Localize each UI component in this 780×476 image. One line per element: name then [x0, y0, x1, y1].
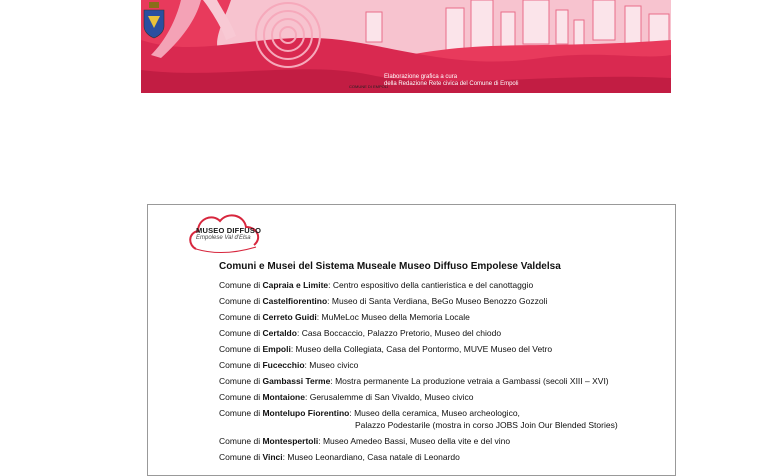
crest-label: COMUNE DI EMPOLI — [349, 84, 389, 89]
list-item: Comune di Castelfiorentino: Museo di Santa Verdiana, BeGo Museo Benozzo Gozzoli — [219, 296, 548, 306]
list-item: Comune di Cerreto Guidi: MuMeLoc Museo della Memoria Locale — [219, 312, 470, 322]
list-item: Comune di Gambassi Terme: Mostra permanente La produzione vetraia a Gambassi (secoli XIII – XVI) — [219, 376, 609, 386]
list-item: Comune di Vinci: Museo Leonardiano, Casa natale di Leonardo — [219, 452, 460, 462]
comuni-list — [219, 277, 618, 465]
logo-title: MUSEO DIFFUSO — [196, 226, 262, 235]
list-item: Comune di Empoli: Museo della Collegiata, Casa del Pontormo, MUVE Museo del Vetro — [219, 344, 553, 354]
comune-crest-icon — [141, 0, 167, 40]
list-item: Comune di Certaldo: Casa Boccaccio, Palazzo Pretorio, Museo del chiodo — [219, 328, 502, 338]
logo-subtitle: Empolese Val d'Elsa — [196, 235, 251, 241]
panel-heading: Comuni e Musei del Sistema Museale Museo Diffuso Empolese Valdelsa — [219, 261, 561, 272]
list-item: Comune di Montespertoli: Museo Amedeo Bassi, Museo della vite e del vino — [219, 436, 511, 446]
credit-line-1: Elaborazione grafica a cura — [384, 74, 458, 80]
museo-diffuso-logo — [186, 209, 264, 255]
banner-credit — [384, 74, 518, 88]
credit-line-2: della Redazione Rete civica del Comune di Empoli — [384, 81, 519, 87]
list-item: Comune di Montaione: Gerusalemme di San Vivaldo, Museo civico — [219, 392, 474, 402]
list-item: Comune di Capraia e Limite: Centro espositivo della cantieristica e del canottaggio — [219, 280, 534, 290]
list-item: Comune di Montelupo Fiorentino: Museo della ceramica, Museo archeologico, Palazzo Podestarile (mostra in corso JOBS Join Our Blended Stories) — [219, 408, 618, 430]
header-banner — [141, 0, 671, 93]
museum-panel — [147, 204, 676, 476]
list-item: Comune di Fucecchio: Museo civico — [219, 360, 359, 370]
